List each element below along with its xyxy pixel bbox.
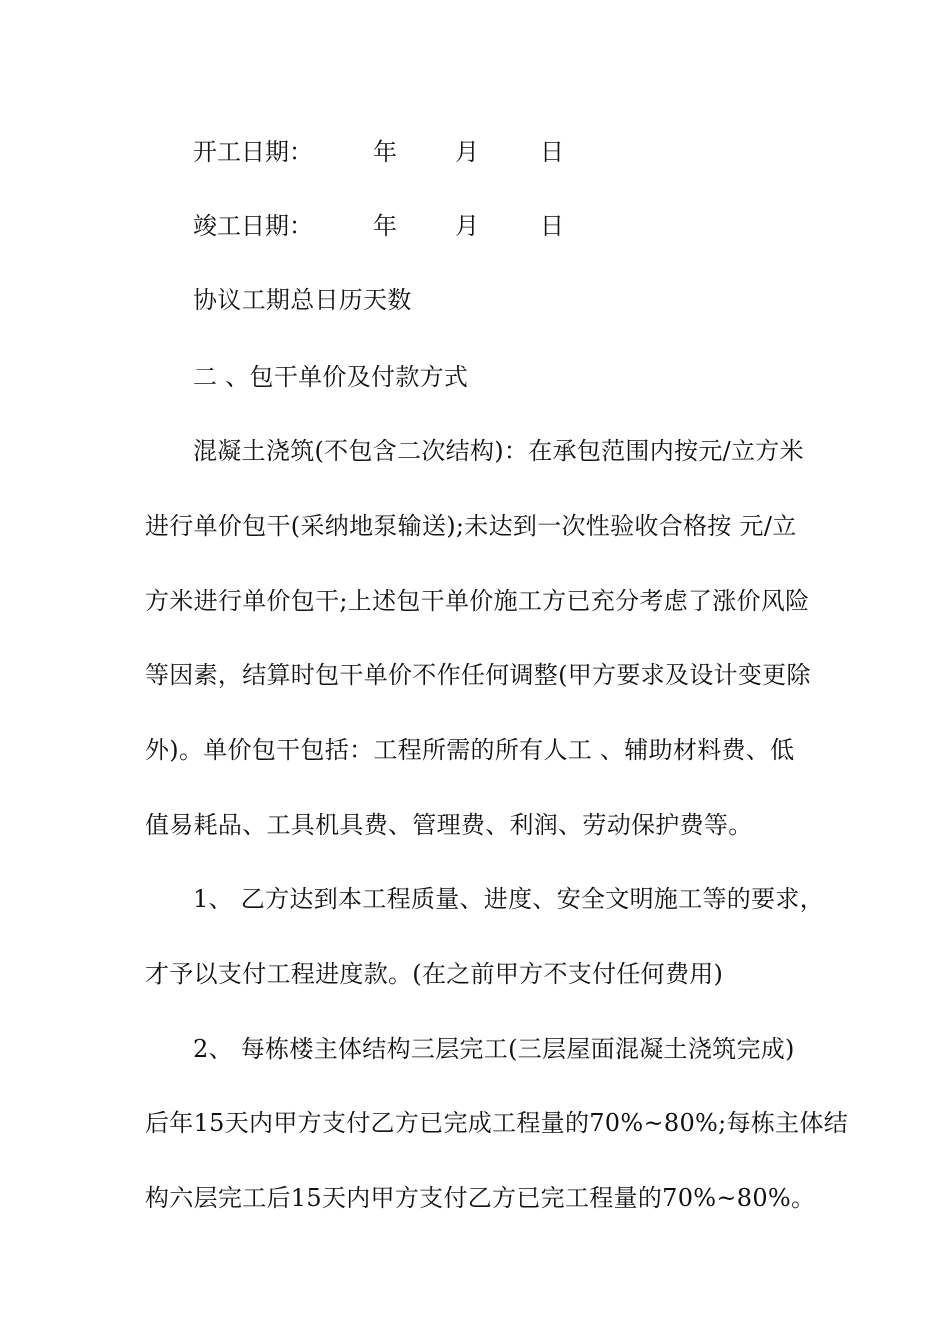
start-date-month: 月 (455, 138, 479, 166)
end-date-day: 日 (540, 212, 564, 240)
end-date-month: 月 (455, 212, 479, 240)
end-date-year: 年 (373, 212, 397, 240)
item-two-line: 后年15天内甲方支付乙方已完成工程量的70%~80%;每栋主体结 (145, 1109, 849, 1137)
paragraph-line: 值易耗品、工具机具费、管理费、利润、劳动保护费等。 (145, 811, 753, 839)
paragraph-line: 外)。单价包干包括：工程所需的所有人工 、辅助材料费、低 (145, 736, 795, 764)
paragraph-line: 等因素，结算时包干单价不作任何调整(甲方要求及设计变更除 (145, 661, 811, 689)
total-days-line: 协议工期总日历天数 (193, 286, 412, 314)
section-two-heading: 二 、包干单价及付款方式 (193, 363, 469, 391)
item-one-line: 1、 乙方达到本工程质量、进度、安全文明施工等的要求， (193, 885, 824, 913)
start-date-label: 开工日期： (193, 138, 313, 166)
end-date-label: 竣工日期： (193, 212, 313, 240)
paragraph-line: 混凝土浇筑(不包含二次结构)：在承包范围内按元/立方米 (193, 437, 804, 465)
paragraph-line: 方米进行单价包干;上述包干单价施工方已充分考虑了涨价风险 (145, 587, 810, 615)
paragraph-line: 进行单价包干(采纳地泵输送);未达到一次性验收合格按 元/立 (145, 512, 797, 540)
start-date-year: 年 (373, 138, 397, 166)
item-two-line: 构六层完工后15天内甲方支付乙方已完工程量的70%~80%。 (145, 1184, 816, 1212)
start-date-day: 日 (540, 138, 564, 166)
item-one-line: 才予以支付工程进度款。(在之前甲方不支付任何费用) (145, 960, 724, 988)
item-two-line: 2、 每栋楼主体结构三层完工(三层屋面混凝土浇筑完成) (193, 1035, 795, 1063)
